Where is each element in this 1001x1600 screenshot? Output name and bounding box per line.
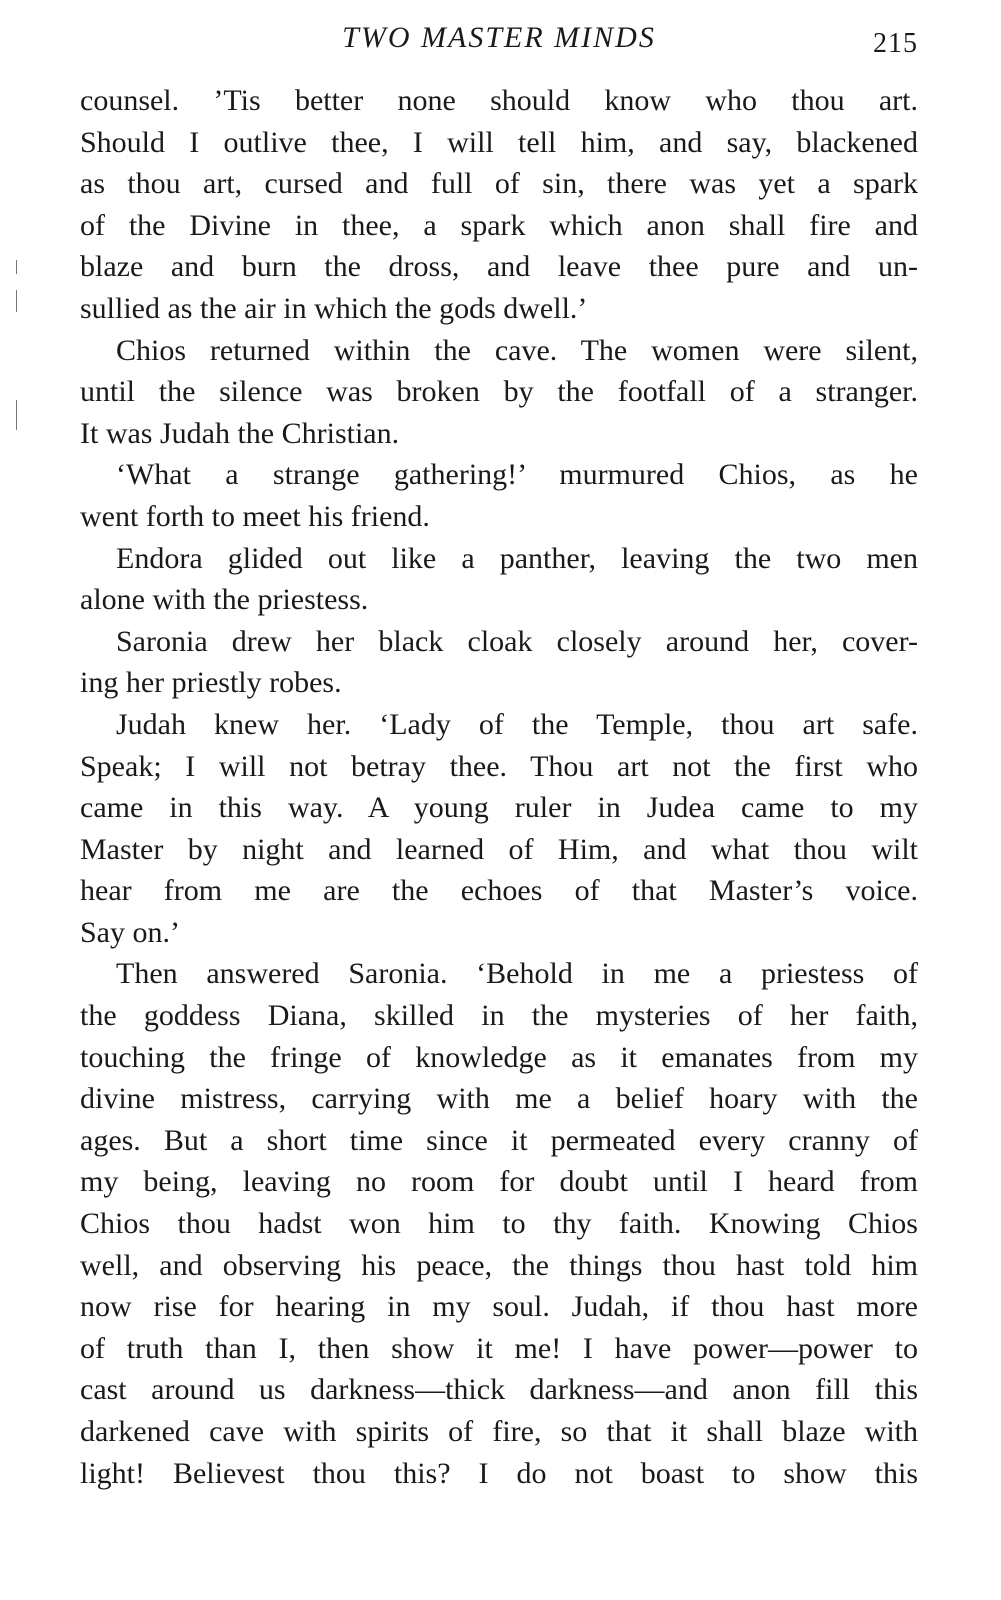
- text-line: until the silence was broken by the footfall of a stranger.: [80, 375, 918, 409]
- text-line: of truth than I, then show it me! I have power—power to: [80, 1331, 918, 1365]
- margin-mark: [16, 260, 17, 274]
- text-line: alone with the priestess.: [80, 583, 369, 617]
- text-line: ages. But a short time since it permeated every cranny of: [80, 1123, 918, 1157]
- margin-mark: [16, 400, 17, 430]
- text-line: well, and observing his peace, the things thou hast told him: [80, 1248, 918, 1282]
- text-line: ing her priestly robes.: [80, 666, 342, 700]
- text-line: Judah knew her. ‘Lady of the Temple, thou art safe.: [116, 707, 918, 741]
- text-line: my being, leaving no room for doubt until I heard from: [80, 1165, 918, 1199]
- text-line: hear from me are the echoes of that Master’s voice.: [80, 874, 918, 908]
- text-line: It was Judah the Christian.: [80, 416, 400, 450]
- paragraph: [80, 621, 918, 704]
- paragraph: [80, 704, 918, 954]
- running-title: TWO MASTER MINDS: [342, 21, 656, 54]
- text-line: darkened cave with spirits of fire, so that it shall blaze with: [80, 1415, 918, 1448]
- text-line: sullied as the air in which the gods dwell.’: [80, 291, 588, 325]
- text-line: Chios returned within the cave. The women were silent,: [116, 333, 918, 367]
- text-line: blaze and burn the dross, and leave thee pure and un-: [80, 250, 918, 284]
- page-number: 215: [873, 28, 918, 59]
- text-line: Then answered Saronia. ‘Behold in me a priestess of: [116, 957, 918, 991]
- text-line: Endora glided out like a panther, leaving the two men: [116, 541, 918, 575]
- text-line: Should I outlive thee, I will tell him, and say, blackened: [80, 125, 918, 159]
- text-line: of the Divine in thee, a spark which anon shall fire and: [80, 208, 918, 242]
- paragraph: [80, 330, 918, 455]
- text-line: now rise for hearing in my soul. Judah, if thou hast more: [80, 1290, 918, 1324]
- text-line: Master by night and learned of Him, and what thou wilt: [80, 832, 918, 866]
- body-text: [80, 80, 918, 1494]
- running-head: [80, 18, 918, 58]
- text-line: the goddess Diana, skilled in the mysteries of her faith,: [80, 999, 918, 1033]
- paragraph: [80, 953, 918, 1494]
- margin-mark: [16, 290, 17, 312]
- paragraph: [80, 454, 918, 537]
- text-line: Saronia drew her black cloak closely around her, cover-: [116, 624, 918, 658]
- text-line: ‘What a strange gathering!’ murmured Chios, as he: [116, 458, 918, 492]
- text-line: touching the fringe of knowledge as it emanates from my: [80, 1040, 918, 1074]
- text-line: Chios thou hadst won him to thy faith. Knowing Chios: [80, 1207, 918, 1241]
- text-line: went forth to meet his friend.: [80, 499, 430, 533]
- paragraph: [80, 538, 918, 621]
- text-line: came in this way. A young ruler in Judea came to my: [80, 791, 918, 825]
- text-line: as thou art, cursed and full of sin, there was yet a spark: [80, 167, 918, 201]
- paragraph: [80, 80, 918, 330]
- text-line: Speak; I will not betray thee. Thou art not the first who: [80, 749, 918, 783]
- text-line: light! Believest thou this? I do not boast to show this: [80, 1456, 918, 1490]
- text-line: divine mistress, carrying with me a belief hoary with the: [80, 1082, 918, 1116]
- text-line: cast around us darkness—thick darkness—and anon fill this: [80, 1373, 918, 1407]
- text-line: counsel. ’Tis better none should know who thou art.: [80, 84, 918, 117]
- text-line: Say on.’: [80, 915, 180, 949]
- margin-binding-marks: [8, 250, 28, 450]
